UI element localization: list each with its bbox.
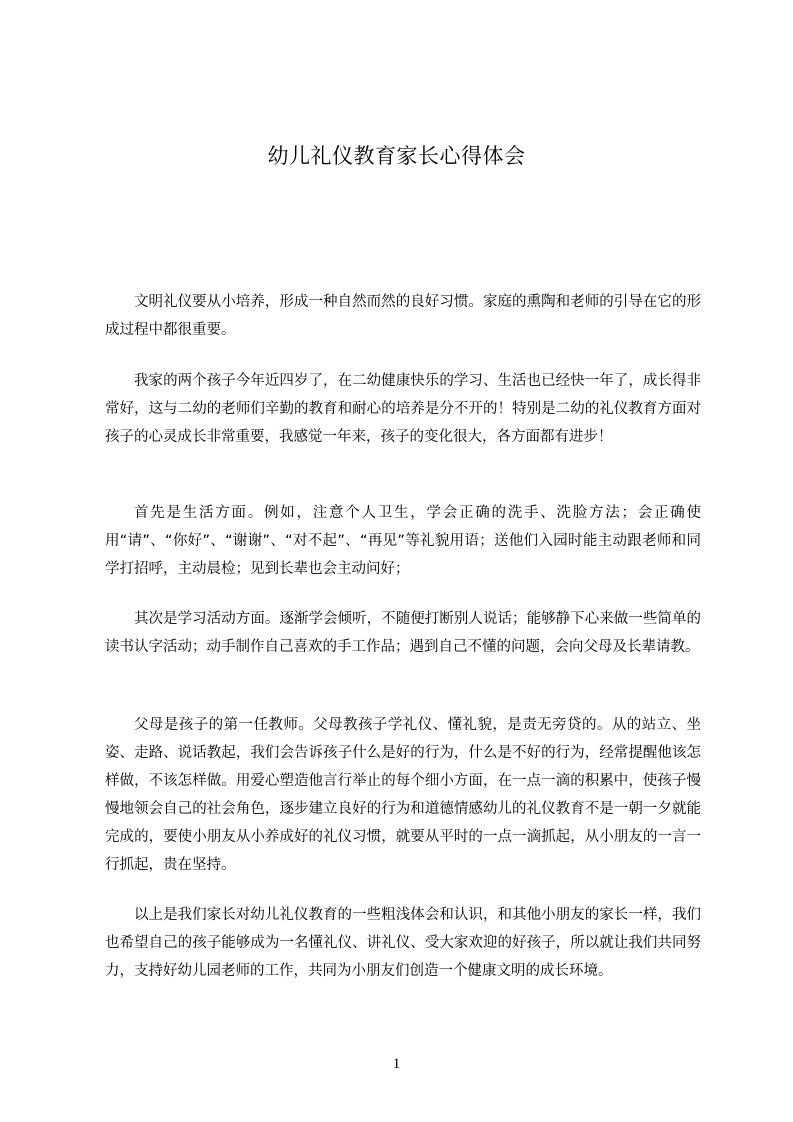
paragraph-1: 文明礼仪要从小培养，形成一种自然而然的良好习惯。家庭的熏陶和老师的引导在它的形成过程中都很重要。: [105, 294, 701, 338]
page-number: 1: [392, 1056, 401, 1072]
paragraph-4: 其次是学习活动方面。逐渐学会倾听，不随便打断别人说话；能够静下心来做一些简单的读书认字活动；动手制作自己喜欢的手工作品；遇到自己不懂的问题，会向父母及长辈请教。: [105, 611, 701, 655]
paragraph-2: 我家的两个孩子今年近四岁了，在二幼健康快乐的学习、生活也已经快一年了，成长得非常好，这与二幼的老师们辛勤的教育和耐心的培养是分不开的！特别是二幼的礼仪教育方面对孩子的心灵成长非常重要，我感觉一年来，孩子的变化很大，各方面都有进步！: [105, 373, 701, 445]
document-title: 幼儿礼仪教育家长心得体会: [267, 144, 526, 168]
paragraph-3: 首先是生活方面。例如，注意个人卫生，学会正确的洗手、洗脸方法；会正确使用“请”、“你好”、“谢谢”、“对不起”、“再见”等礼貌用语；送他们入园时能主动跟老师和同学打招呼，主动晨检；见到长辈也会主动问好；: [105, 505, 701, 577]
paragraph-6: 以上是我们家长对幼儿礼仪教育的一些粗浅体会和认识，和其他小朋友的家长一样，我们也希望自己的孩子能够成为一名懂礼仪、讲礼仪、受大家欢迎的好孩子，所以就让我们共同努力，支持好幼儿园老师的工作，共同为小朋友们创造一个健康文明的成长环境。: [105, 907, 701, 979]
paragraph-5: 父母是孩子的第一任教师。父母教孩子学礼仪、懂礼貌，是责无旁贷的。从的站立、坐姿、走路、说话教起，我们会告诉孩子什么是好的行为，什么是不好的行为，经常提醒他该怎样做，不该怎样做。用爱心塑造他言行举止的每个细小方面，在一点一滴的积累中，使孩子慢慢地领会自己的社会角色，逐步建立良好的行为和道德情感幼儿的礼仪教育不是一朝一夕就能完成的，要使小朋友从小养成好的礼仪习惯，就要从平时的一点一滴抓起，从小朋友的一言一行抓起，贵在坚持。: [105, 717, 701, 873]
